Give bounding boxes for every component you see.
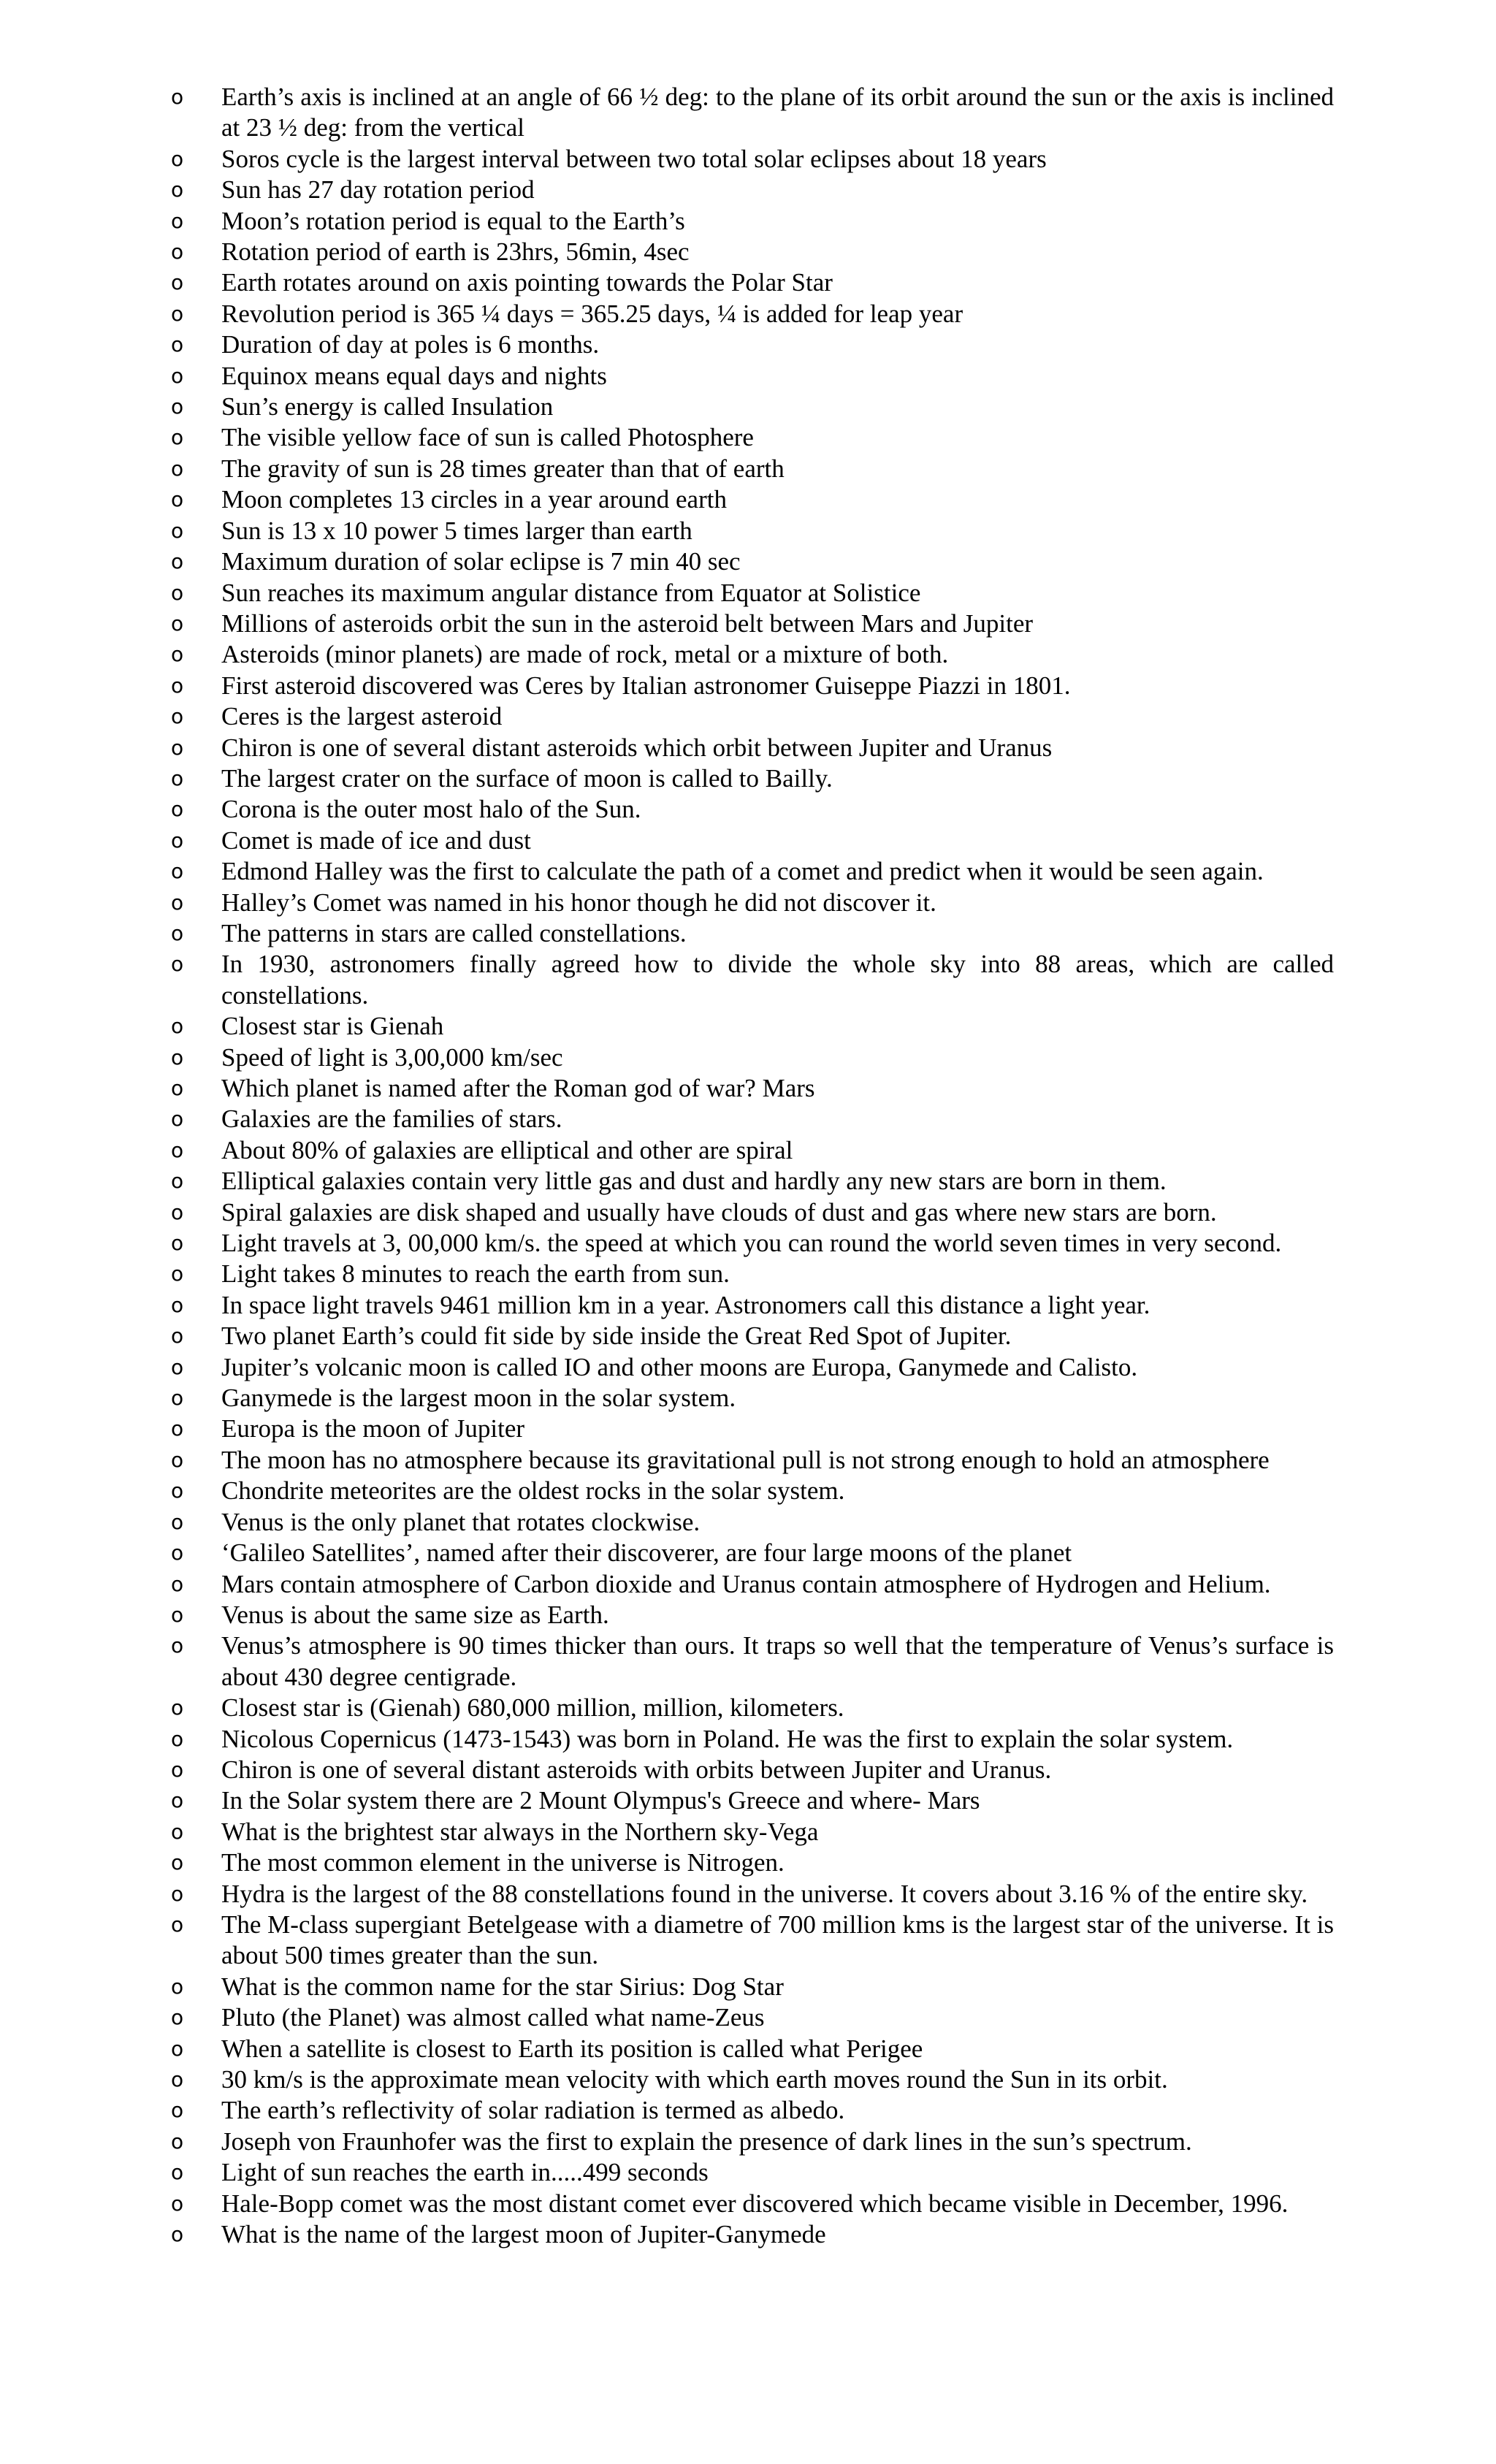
fact-text: Sun’s energy is called Insulation <box>221 392 554 422</box>
fact-text: Which planet is named after the Roman god of war? Mars <box>221 1074 815 1102</box>
fact-text: Equinox means equal days and nights <box>221 361 607 390</box>
bullet-icon: o <box>171 2191 184 2216</box>
fact-text: Hale-Bopp comet was the most distant comet ever discovered which became visible in December, 1996. <box>221 2189 1289 2218</box>
fact-item <box>171 856 1334 887</box>
fact-text: What is the common name for the star Sirius: Dog Star <box>221 1972 784 2001</box>
fact-item <box>171 1910 1334 1972</box>
fact-text: Hydra is the largest of the 88 constellations found in the universe. It covers about 3.16 % of the entire sky. <box>221 1879 1308 1908</box>
fact-text: Closest star is Gienah <box>221 1012 444 1041</box>
fact-item <box>171 1507 1334 1538</box>
fact-item <box>171 918 1334 949</box>
fact-item <box>171 949 1334 1011</box>
fact-text: Maximum duration of solar eclipse is 7 min 40 sec <box>221 547 741 576</box>
bullet-icon: o <box>171 952 184 977</box>
fact-text: First asteroid discovered was Ceres by Italian astronomer Guiseppe Piazzi in 1801. <box>221 671 1071 700</box>
bullet-icon: o <box>171 301 184 326</box>
fact-item <box>171 1197 1334 1228</box>
fact-text: Venus is the only planet that rotates clockwise. <box>221 1507 701 1536</box>
fact-item <box>171 1166 1334 1197</box>
fact-item <box>171 361 1334 392</box>
fact-text: Comet is made of ice and dust <box>221 825 531 855</box>
bullet-icon: o <box>171 2036 184 2061</box>
fact-text: What is the brightest star always in the Northern sky-Vega <box>221 1817 819 1846</box>
bullet-icon: o <box>171 1881 184 1906</box>
fact-item <box>171 1228 1334 1259</box>
fact-item <box>171 1755 1334 1785</box>
bullet-icon: o <box>171 859 184 884</box>
fact-item <box>171 2002 1334 2033</box>
fact-item <box>171 2219 1334 2250</box>
bullet-icon: o <box>171 363 184 388</box>
fact-text: Sun reaches its maximum angular distance from Equator at Solistice <box>221 578 921 607</box>
fact-item <box>171 1290 1334 1321</box>
fact-text: Pluto (the Planet) was almost called what name-Zeus <box>221 2003 765 2032</box>
fact-text: ‘Galileo Satellites’, named after their discoverer, are four large moons of the planet <box>221 1538 1072 1568</box>
fact-text: When a satellite is closest to Earth its position is called what Perigee <box>221 2034 923 2063</box>
fact-item <box>171 267 1334 298</box>
fact-text: Ceres is the largest asteroid <box>221 702 503 731</box>
fact-item <box>171 454 1334 484</box>
fact-item <box>171 1104 1334 1134</box>
bullet-icon: o <box>171 425 184 450</box>
fact-text: Light takes 8 minutes to reach the earth from sun. <box>221 1259 730 1289</box>
fact-text: Earth’s axis is inclined at an angle of 66 ½ deg: to the plane of its orbit around the sun or the axis is inclined at 23 ½ deg: from the vertical <box>221 83 1334 142</box>
bullet-icon: o <box>171 2160 184 2185</box>
bullet-icon: o <box>171 1262 184 1286</box>
bullet-icon: o <box>171 1231 184 1256</box>
fact-item <box>171 175 1334 205</box>
bullet-icon: o <box>171 270 184 295</box>
fact-item <box>171 825 1334 856</box>
fact-item <box>171 1693 1334 1723</box>
bullet-icon: o <box>171 1696 184 1720</box>
fact-text: Closest star is (Gienah) 680,000 million, million, kilometers. <box>221 1693 844 1723</box>
bullet-icon: o <box>171 1541 184 1565</box>
fact-item <box>171 1476 1334 1506</box>
bullet-icon: o <box>171 1602 184 1627</box>
bullet-icon: o <box>171 1076 184 1100</box>
bullet-icon: o <box>171 890 184 915</box>
bullet-icon: o <box>171 178 184 202</box>
bullet-icon: o <box>171 704 184 729</box>
fact-text: Halley’s Comet was named in his honor though he did not discover it. <box>221 888 936 917</box>
fact-item <box>171 516 1334 546</box>
fact-item <box>171 546 1334 577</box>
bullet-icon: o <box>171 1974 184 1999</box>
bullet-icon: o <box>171 1107 184 1132</box>
fact-text: Rotation period of earth is 23hrs, 56min, 4sec <box>221 237 690 267</box>
fact-text: Edmond Halley was the first to calculate the path of a comet and predict when it would be seen again. <box>221 857 1264 886</box>
fact-text: 30 km/s is the approximate mean velocity with which earth moves round the Sun in its orbit. <box>221 2065 1168 2094</box>
fact-text: Nicolous Copernicus (1473-1543) was born in Poland. He was the first to explain the solar system. <box>221 1724 1234 1753</box>
fact-text: In space light travels 9461 million km in a year. Astronomers call this distance a light year. <box>221 1290 1150 1319</box>
fact-item <box>171 1445 1334 1476</box>
fact-item <box>171 237 1334 267</box>
bullet-icon: o <box>171 611 184 636</box>
fact-item <box>171 144 1334 175</box>
fact-text: Venus is about the same size as Earth. <box>221 1600 609 1629</box>
fact-text: Millions of asteroids orbit the sun in the asteroid belt between Mars and Jupiter <box>221 609 1034 638</box>
fact-list <box>171 82 1334 2250</box>
bullet-icon: o <box>171 1354 184 1379</box>
bullet-icon: o <box>171 1726 184 1751</box>
bullet-icon: o <box>171 1386 184 1411</box>
fact-item <box>171 701 1334 732</box>
fact-text: Moon’s rotation period is equal to the Earth’s <box>221 206 685 235</box>
fact-text: Soros cycle is the largest interval between two total solar eclipses about 18 years <box>221 144 1047 173</box>
fact-item <box>171 1042 1334 1073</box>
bullet-icon: o <box>171 240 184 264</box>
fact-item <box>171 206 1334 237</box>
fact-item <box>171 82 1334 144</box>
bullet-icon: o <box>171 673 184 698</box>
fact-item <box>171 2064 1334 2095</box>
bullet-icon: o <box>171 2222 184 2247</box>
fact-text: Light travels at 3, 00,000 km/s. the speed at which you can round the world seven times in very second. <box>221 1229 1282 1258</box>
fact-text: The M-class supergiant Betelgease with a diametre of 700 million kms is the largest star of the universe. It is about 500 times greater than the sun. <box>221 1910 1334 1970</box>
fact-text: Sun has 27 day rotation period <box>221 175 535 205</box>
fact-text: Chondrite meteorites are the oldest rocks in the solar system. <box>221 1476 845 1506</box>
fact-text: Elliptical galaxies contain very little gas and dust and hardly any new stars are born in them. <box>221 1167 1167 1196</box>
bullet-icon: o <box>171 208 184 233</box>
bullet-icon: o <box>171 2067 184 2091</box>
fact-item <box>171 794 1334 825</box>
fact-text: The largest crater on the surface of moon is called to Bailly. <box>221 763 833 793</box>
bullet-icon: o <box>171 1788 184 1813</box>
fact-item <box>171 671 1334 701</box>
fact-item <box>171 1011 1334 1042</box>
bullet-icon: o <box>171 1819 184 1844</box>
fact-item <box>171 1817 1334 1847</box>
fact-item <box>171 1785 1334 1816</box>
fact-item <box>171 2157 1334 2188</box>
fact-text: Asteroids (minor planets) are made of rock, metal or a mixture of both. <box>221 640 949 669</box>
fact-text: Duration of day at poles is 6 months. <box>221 330 600 359</box>
fact-text: About 80% of galaxies are elliptical and other are spiral <box>221 1135 793 1164</box>
fact-item <box>171 1414 1334 1444</box>
bullet-icon: o <box>171 1633 184 1658</box>
fact-text: What is the name of the largest moon of Jupiter-Ganymede <box>221 2220 826 2249</box>
fact-text: The moon has no atmosphere because its gravitational pull is not strong enough to hold an atmosphere <box>221 1445 1270 1474</box>
fact-item <box>171 1135 1334 1166</box>
fact-item <box>171 484 1334 515</box>
bullet-icon: o <box>171 1324 184 1349</box>
fact-text: Europa is the moon of Jupiter <box>221 1414 525 1443</box>
fact-text: Galaxies are the families of stars. <box>221 1105 562 1134</box>
bullet-icon: o <box>171 1479 184 1503</box>
bullet-icon: o <box>171 146 184 171</box>
fact-item <box>171 578 1334 609</box>
fact-item <box>171 1538 1334 1568</box>
fact-item <box>171 1259 1334 1289</box>
fact-item <box>171 1847 1334 1878</box>
bullet-icon: o <box>171 2005 184 2030</box>
fact-item <box>171 733 1334 763</box>
fact-text: Revolution period is 365 ¼ days = 365.25 days, ¼ is added for leap year <box>221 299 963 328</box>
fact-text: Light of sun reaches the earth in.....499 seconds <box>221 2158 709 2187</box>
fact-text: In the Solar system there are 2 Mount Olympus's Greece and where- Mars <box>221 1786 980 1815</box>
bullet-icon: o <box>171 1014 184 1039</box>
fact-text: Jupiter’s volcanic moon is called IO and other moons are Europa, Ganymede and Calisto. <box>221 1352 1138 1381</box>
fact-item <box>171 639 1334 670</box>
fact-item <box>171 299 1334 329</box>
bullet-icon: o <box>171 1045 184 1069</box>
fact-text: The patterns in stars are called constellations. <box>221 918 687 947</box>
fact-text: Corona is the outer most halo of the Sun. <box>221 795 641 824</box>
fact-item <box>171 329 1334 360</box>
fact-item <box>171 1879 1334 1910</box>
fact-text: The most common element in the universe is Nitrogen. <box>221 1848 785 1877</box>
bullet-icon: o <box>171 2098 184 2123</box>
bullet-icon: o <box>171 1137 184 1162</box>
bullet-icon: o <box>171 735 184 760</box>
fact-item <box>171 1600 1334 1630</box>
bullet-icon: o <box>171 1169 184 1194</box>
bullet-icon: o <box>171 487 184 512</box>
fact-item <box>171 609 1334 639</box>
bullet-icon: o <box>171 549 184 574</box>
fact-item <box>171 2034 1334 2064</box>
fact-text: The earth’s reflectivity of solar radiation is termed as albedo. <box>221 2096 845 2125</box>
bullet-icon: o <box>171 1850 184 1875</box>
fact-text: Two planet Earth’s could fit side by side inside the Great Red Spot of Jupiter. <box>221 1321 1012 1351</box>
bullet-icon: o <box>171 1912 184 1937</box>
fact-item <box>171 2095 1334 2126</box>
fact-text: Joseph von Fraunhofer was the first to explain the presence of dark lines in the sun’s spectrum. <box>221 2127 1192 2156</box>
bullet-icon: o <box>171 766 184 790</box>
bullet-icon: o <box>171 642 184 667</box>
fact-item <box>171 1383 1334 1414</box>
bullet-icon: o <box>171 1292 184 1317</box>
fact-text: Venus’s atmosphere is 90 times thicker than ours. It traps so well that the temperature of Venus’s surface is about 430 degree centigrade. <box>221 1631 1334 1691</box>
fact-text: Moon completes 13 circles in a year around earth <box>221 485 727 514</box>
bullet-icon: o <box>171 1199 184 1224</box>
fact-item <box>171 1321 1334 1351</box>
fact-item <box>171 422 1334 453</box>
fact-text: Chiron is one of several distant asteroids which orbit between Jupiter and Uranus <box>221 733 1053 762</box>
bullet-icon: o <box>171 518 184 543</box>
bullet-icon: o <box>171 1509 184 1534</box>
fact-text: Chiron is one of several distant asteroids with orbits between Jupiter and Uranus. <box>221 1755 1052 1784</box>
bullet-icon: o <box>171 2129 184 2154</box>
bullet-icon: o <box>171 797 184 822</box>
bullet-icon: o <box>171 920 184 945</box>
bullet-icon: o <box>171 828 184 853</box>
fact-text: Sun is 13 x 10 power 5 times larger than earth <box>221 516 692 545</box>
fact-item <box>171 1073 1334 1104</box>
bullet-icon: o <box>171 1757 184 1782</box>
bullet-icon: o <box>171 1447 184 1472</box>
bullet-icon: o <box>171 332 184 357</box>
bullet-icon: o <box>171 394 184 419</box>
fact-item <box>171 1972 1334 2002</box>
document-page <box>171 82 1334 2250</box>
fact-item <box>171 888 1334 918</box>
fact-text: The gravity of sun is 28 times greater than that of earth <box>221 454 785 483</box>
fact-item <box>171 2189 1334 2219</box>
fact-item <box>171 763 1334 794</box>
bullet-icon: o <box>171 580 184 605</box>
fact-text: The visible yellow face of sun is called Photosphere <box>221 423 754 452</box>
bullet-icon: o <box>171 85 184 109</box>
fact-item <box>171 1352 1334 1383</box>
bullet-icon: o <box>171 1416 184 1441</box>
fact-text: Speed of light is 3,00,000 km/sec <box>221 1042 563 1072</box>
fact-text: In 1930, astronomers finally agreed how to divide the whole sky into 88 areas, which are called constellations. <box>221 950 1334 1010</box>
fact-text: Ganymede is the largest moon in the solar system. <box>221 1384 736 1413</box>
fact-item <box>171 2127 1334 2157</box>
fact-item <box>171 392 1334 422</box>
bullet-icon: o <box>171 456 184 481</box>
fact-text: Earth rotates around on axis pointing towards the Polar Star <box>221 268 833 297</box>
fact-item <box>171 1630 1334 1693</box>
fact-item <box>171 1569 1334 1600</box>
fact-item <box>171 1724 1334 1755</box>
fact-text: Spiral galaxies are disk shaped and usually have clouds of dust and gas where new stars are born. <box>221 1197 1217 1227</box>
bullet-icon: o <box>171 1571 184 1596</box>
fact-text: Mars contain atmosphere of Carbon dioxide and Uranus contain atmosphere of Hydrogen and Helium. <box>221 1569 1271 1598</box>
